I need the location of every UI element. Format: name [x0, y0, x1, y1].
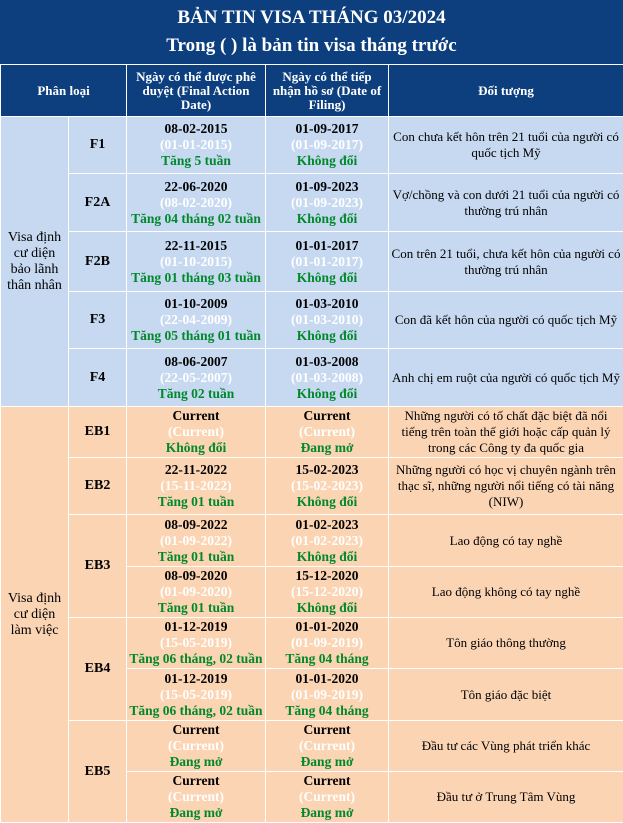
target-cell: Đầu tư các Vùng phát triển khác [389, 721, 623, 772]
change-note: Tăng 01 tháng 03 tuần [129, 270, 263, 286]
change-note: Không đổi [268, 549, 386, 565]
target-cell: Những người có học vị chuyên ngành trên thạc sĩ, những người nổi tiếng có tài năng (NIW) [389, 458, 623, 515]
final-action-cell [127, 669, 266, 721]
change-note: Đang mở [268, 754, 386, 770]
change-note: Tăng 05 tháng 01 tuần [129, 328, 263, 344]
current-date: Current [268, 773, 386, 789]
bulletin-title: BẢN TIN VISA THÁNG 03/2024 [0, 0, 623, 32]
target-cell: Đầu tư ở Trung Tâm Vùng [389, 772, 623, 823]
change-note: Không đổi [268, 386, 386, 402]
table-row [1, 407, 623, 458]
change-note: Tăng 01 tuần [129, 549, 263, 565]
target-cell: Con đã kết hôn của người có quốc tịch Mỹ [389, 292, 623, 349]
previous-date: (Current) [129, 738, 263, 754]
group-employment: Visa định cư diện làm việc [1, 407, 69, 823]
category-code: F3 [69, 292, 127, 349]
change-note: Không đổi [268, 270, 386, 286]
previous-date: (01-01-2015) [129, 137, 263, 153]
current-date: 01-01-2020 [268, 619, 386, 635]
current-date: 08-09-2020 [129, 568, 263, 584]
change-note: Không đổi [129, 440, 263, 456]
previous-date: (01-09-2020) [129, 584, 263, 600]
current-date: 22-11-2015 [129, 238, 263, 254]
final-action-cell [127, 567, 266, 618]
current-date: Current [268, 722, 386, 738]
current-date: 01-02-2023 [268, 517, 386, 533]
change-note: Đang mở [129, 754, 263, 770]
current-date: 22-11-2022 [129, 462, 263, 478]
change-note: Không đổi [268, 494, 386, 510]
group-family: Visa định cư diện bảo lãnh thân nhân [1, 117, 69, 407]
category-code: EB5 [69, 721, 127, 823]
previous-date: (01-03-2008) [268, 370, 386, 386]
previous-date: (Current) [268, 789, 386, 805]
table-row [1, 721, 623, 772]
target-cell: Tôn giáo đặc biệt [389, 669, 623, 721]
change-note: Không đổi [268, 600, 386, 616]
filing-cell [266, 515, 389, 567]
change-note: Đang mở [268, 805, 386, 821]
previous-date: (01-03-2010) [268, 312, 386, 328]
change-note: Tăng 01 tuần [129, 494, 263, 510]
change-note: Tăng 02 tuần [129, 386, 263, 402]
previous-date: (22-04-2009) [129, 312, 263, 328]
final-action-cell [127, 174, 266, 232]
current-date: 15-02-2023 [268, 462, 386, 478]
filing-cell [266, 669, 389, 721]
target-cell: Vợ/chồng và con dưới 21 tuổi của người có thường trú nhân [389, 174, 623, 232]
current-date: 08-02-2015 [129, 121, 263, 137]
current-date: 22-06-2020 [129, 179, 263, 195]
change-note: Không đổi [268, 153, 386, 169]
category-code: F4 [69, 349, 127, 407]
final-action-cell [127, 618, 266, 669]
current-date: 01-01-2017 [268, 238, 386, 254]
filing-cell [266, 721, 389, 772]
current-date: 15-12-2020 [268, 568, 386, 584]
filing-cell [266, 117, 389, 174]
filing-cell [266, 772, 389, 823]
category-code: F2A [69, 174, 127, 232]
previous-date: (08-02-2020) [129, 195, 263, 211]
category-code: EB4 [69, 618, 127, 721]
table-row [1, 515, 623, 567]
current-date: 01-03-2008 [268, 354, 386, 370]
table-row [1, 349, 623, 407]
target-cell: Tôn giáo thông thường [389, 618, 623, 669]
previous-date: (Current) [268, 738, 386, 754]
previous-date: (Current) [129, 424, 263, 440]
previous-date: (01-09-2019) [268, 687, 386, 703]
current-date: 08-09-2022 [129, 517, 263, 533]
current-date: Current [129, 773, 263, 789]
category-code: EB3 [69, 515, 127, 618]
filing-cell [266, 567, 389, 618]
final-action-cell [127, 349, 266, 407]
category-code: EB2 [69, 458, 127, 515]
target-cell: Con trên 21 tuổi, chưa kết hôn của người có thường trú nhân [389, 232, 623, 292]
filing-cell [266, 349, 389, 407]
previous-date: (Current) [129, 789, 263, 805]
bulletin-subtitle: Trong ( ) là bản tin visa tháng trước [0, 32, 623, 60]
current-date: Current [129, 722, 263, 738]
change-note: Tăng 06 tháng, 02 tuần [129, 651, 263, 667]
change-note: Đang mở [129, 805, 263, 821]
final-action-cell [127, 721, 266, 772]
previous-date: (15-05-2019) [129, 635, 263, 651]
current-date: 01-12-2019 [129, 619, 263, 635]
current-date: 01-12-2019 [129, 671, 263, 687]
change-note: Tăng 04 tháng [268, 703, 386, 719]
change-note: Tăng 01 tuần [129, 600, 263, 616]
current-date: 01-10-2009 [129, 296, 263, 312]
change-note: Tăng 06 tháng, 02 tuần [129, 703, 263, 719]
previous-date: (15-12-2020) [268, 584, 386, 600]
header-final-action: Ngày có thể được phê duyệt (Final Action Date) [127, 65, 266, 117]
target-cell: Lao động có tay nghề [389, 515, 623, 567]
header-row [1, 65, 623, 117]
target-cell: Con chưa kết hôn trên 21 tuổi của người có quốc tịch Mỹ [389, 117, 623, 174]
filing-cell [266, 458, 389, 515]
filing-cell [266, 232, 389, 292]
final-action-cell [127, 232, 266, 292]
filing-cell [266, 618, 389, 669]
change-note: Đang mở [268, 440, 386, 456]
table-row [1, 232, 623, 292]
final-action-cell [127, 458, 266, 515]
previous-date: (01-09-2017) [268, 137, 386, 153]
table-row [1, 174, 623, 232]
current-date: 08-06-2007 [129, 354, 263, 370]
filing-cell [266, 292, 389, 349]
final-action-cell [127, 772, 266, 823]
final-action-cell [127, 515, 266, 567]
category-code: F1 [69, 117, 127, 174]
previous-date: (15-11-2022) [129, 478, 263, 494]
previous-date: (01-09-2023) [268, 195, 386, 211]
previous-date: (15-05-2019) [129, 687, 263, 703]
target-cell: Những người có tố chất đặc biệt đã nổi tiếng trên toàn thế giới hoặc cấp quản lý trong các Công ty đa quốc gia [389, 407, 623, 458]
previous-date: (15-02-2023) [268, 478, 386, 494]
current-date: 01-09-2023 [268, 179, 386, 195]
change-note: Tăng 5 tuần [129, 153, 263, 169]
final-action-cell [127, 292, 266, 349]
previous-date: (01-01-2017) [268, 254, 386, 270]
filing-cell [266, 174, 389, 232]
previous-date: (01-09-2022) [129, 533, 263, 549]
previous-date: (22-05-2007) [129, 370, 263, 386]
current-date: 01-03-2010 [268, 296, 386, 312]
visa-table [0, 64, 623, 823]
current-date: Current [129, 408, 263, 424]
target-cell: Anh chị em ruột của người có quốc tịch Mỹ [389, 349, 623, 407]
change-note: Không đổi [268, 328, 386, 344]
category-code: EB1 [69, 407, 127, 458]
target-cell: Lao động không có tay nghề [389, 567, 623, 618]
title-banner [0, 0, 623, 64]
table-row [1, 292, 623, 349]
current-date: Current [268, 408, 386, 424]
previous-date: (01-02-2023) [268, 533, 386, 549]
final-action-cell [127, 117, 266, 174]
previous-date: (01-09-2019) [268, 635, 386, 651]
header-category: Phân loại [1, 65, 127, 117]
change-note: Không đổi [268, 211, 386, 227]
filing-cell [266, 407, 389, 458]
change-note: Tăng 04 tháng [268, 651, 386, 667]
current-date: 01-09-2017 [268, 121, 386, 137]
previous-date: (Current) [268, 424, 386, 440]
final-action-cell [127, 407, 266, 458]
current-date: 01-01-2020 [268, 671, 386, 687]
table-row [1, 458, 623, 515]
category-code: F2B [69, 232, 127, 292]
header-filing: Ngày có thể tiếp nhận hồ sơ (Date of Filing) [266, 65, 389, 117]
header-target: Đối tượng [389, 65, 623, 117]
previous-date: (01-10-2015) [129, 254, 263, 270]
table-row [1, 117, 623, 174]
change-note: Tăng 04 tháng 02 tuần [129, 211, 263, 227]
table-row [1, 618, 623, 669]
